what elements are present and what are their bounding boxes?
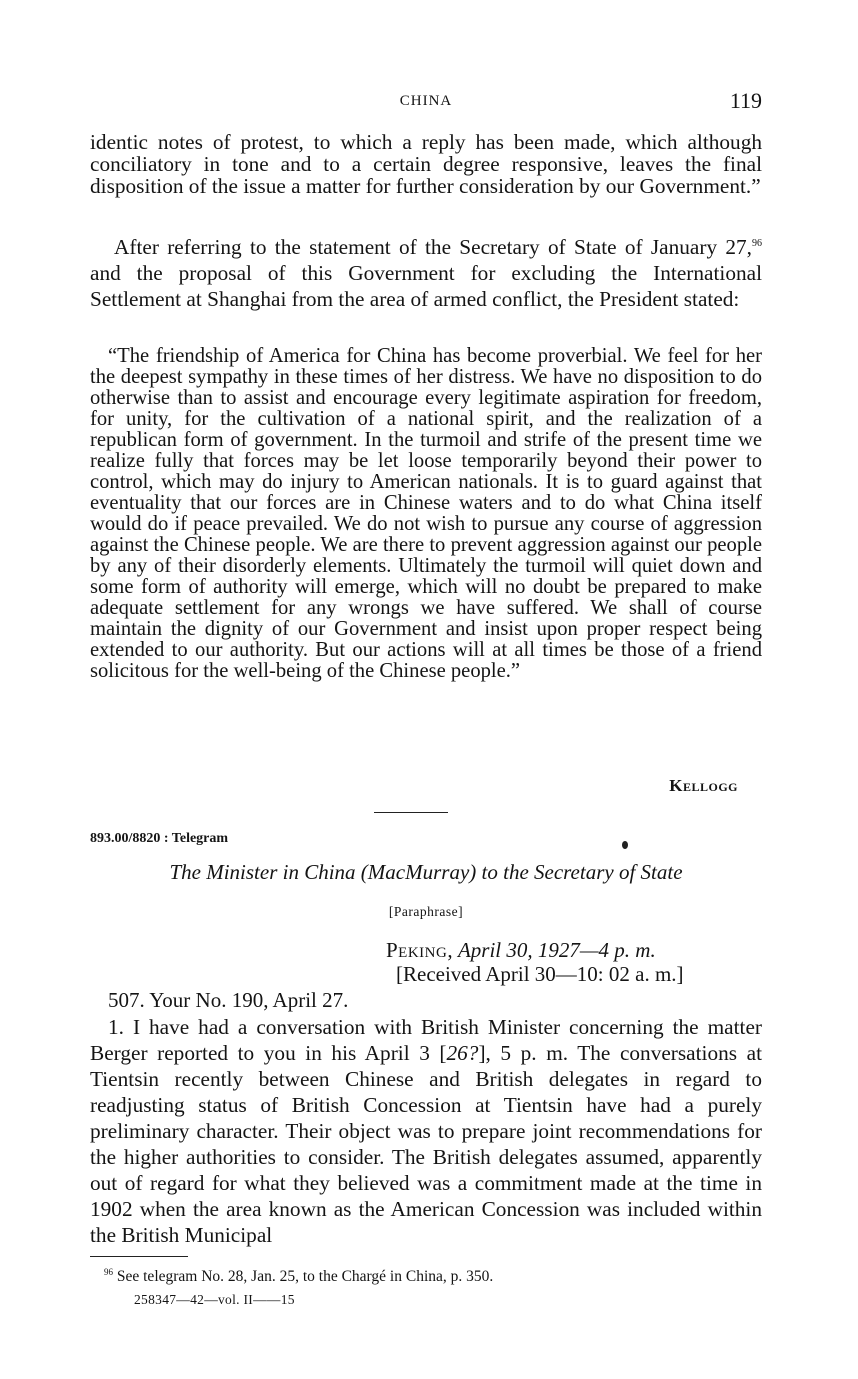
dateline-date: April 30, 1927—4 p. m. (453, 938, 656, 962)
page-header (90, 88, 762, 118)
running-head: CHINA (399, 93, 453, 109)
signature: Kellogg (669, 776, 738, 795)
referring-text-b: and the proposal of this Government for excluding the International Settlement at Shanghai from the area of armed conflict, the President stated: (90, 261, 762, 311)
footnote-ref-96: 96 (752, 238, 762, 249)
received-line: [Received April 30—10: 02 a. m.] (396, 962, 684, 986)
file-reference: 893.00/8820 : Telegram (90, 831, 229, 846)
message-number: 507. Your No. 190, April 27. (108, 988, 349, 1012)
referring-paragraph (90, 234, 762, 312)
document-title (90, 860, 762, 885)
para-1-a: 1. I have had a conversation with British Minister concerning the matter Berger reported to you in his April 3 [ (90, 1015, 762, 1065)
referring-text (90, 234, 762, 312)
paragraph-1-text (90, 1014, 762, 1248)
footnote-text: See telegram No. 28, Jan. 25, to the Chargé in China, p. 350. (116, 1268, 494, 1286)
ink-dot (622, 841, 628, 849)
paraphrase-label: [Paraphrase] (388, 904, 464, 919)
paragraph-1 (90, 1014, 762, 1248)
footnote-rule (90, 1256, 188, 1257)
continuation-text: identic notes of protest, to which a reply has been made, which although conciliatory in tone and to a certain degree responsive, leaves the final disposition of the issue a matter for further consideration by our Government.” (90, 130, 762, 198)
president-quote (90, 346, 762, 682)
title-b: ) to the Secretary of State (469, 860, 683, 884)
continuation-paragraph (90, 132, 762, 197)
para-1-b: ], 5 p. m. The conversations at Tientsin recently between Chinese and British delegates in regard to readjusting status of British Concession at Tientsin have had a purely preliminary character. Their object was to prepare joint recommendations for the higher authorities to consider. The British delegates assumed, apparently out of regard for what they believed was a commitment made at the time in 1902 when the area known as the American Concession was included within the British Municipal (90, 1041, 762, 1247)
printer-line: 258347—42—vol. II——15 (134, 1292, 295, 1307)
dateline (386, 938, 656, 963)
title-name: MacMurray (367, 860, 470, 884)
footnote-96 (104, 1267, 493, 1286)
quote-text: “The friendship of America for China has become proverbial. We feel for her the deepest sympathy in these times of her distress. We have no disposition to do otherwise than to assist and encourage every legitimate aspiration for freedom, for unity, for the cultivation of a national spirit, and the realization of a republican form of government. In the turmoil and strife of the present time we realize fully that forces may be let loose temporarily beyond their power to control, which may do injury to American nationals. It is to guard against that eventuality that our forces are in Chinese waters and to do what China itself would do if peace prevailed. We do not wish to pursue any course of aggression against the Chinese people. We are there to prevent aggression against our people by any of their disorderly elements. Ultimately the turmoil will quiet down and some form of authority will emerge, which will no doubt be prepared to make adequate settlement for any wrongs we have suffered. We shall of course maintain the dignity of our Government and insist upon proper respect being extended to our authority. But our actions will at all times be those of a friend solicitous for the well-being of the Chinese people.” (90, 345, 762, 682)
dateline-place: Peking, (386, 938, 454, 962)
para-1-bracket: 26? (446, 1041, 479, 1065)
page-number: 119 (729, 88, 762, 113)
footnote-marker: 96 (104, 1267, 113, 1277)
title-a: The Minister in China ( (169, 860, 368, 884)
referring-text-a: After referring to the statement of the Secretary of State of January 27, (114, 235, 752, 259)
section-divider (374, 812, 448, 813)
